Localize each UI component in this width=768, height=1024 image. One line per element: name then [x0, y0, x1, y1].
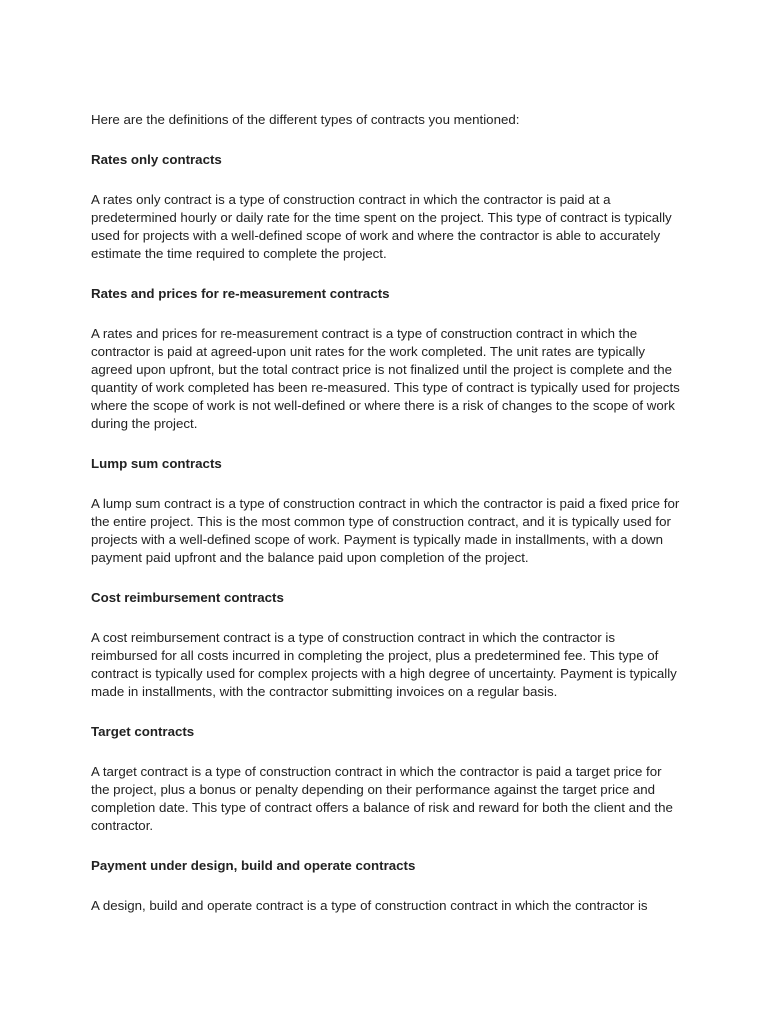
section-heading: Rates only contracts: [91, 152, 222, 167]
section-design-build-operate: [91, 857, 681, 915]
intro-paragraph: Here are the definitions of the different types of contracts you mentioned:: [91, 112, 520, 127]
section-body: A lump sum contract is a type of construction contract in which the contractor is paid a fixed price for the entire project. This is the most common type of construction contract, and it is typically used for projects with a well-defined scope of work. Payment is typically made in installments, with a down payment paid upfront and the balance paid upon completion of the project.: [91, 496, 680, 565]
section-body: A rates and prices for re-measurement contract is a type of construction contract in which the contractor is paid at agreed-upon unit rates for the work completed. The unit rates are typically agreed upon upfront, but the total contract price is not finalized until the project is complete and the quantity of work completed has been re-measured. This type of contract is typically used for projects where the scope of work is not well-defined or where there is a risk of changes to the scope of work during the project.: [91, 326, 680, 431]
section-rates-and-prices: [91, 285, 681, 433]
section-heading: Cost reimbursement contracts: [91, 590, 284, 605]
document-page: [91, 111, 681, 937]
section-heading: Lump sum contracts: [91, 456, 222, 471]
section-body: A target contract is a type of construction contract in which the contractor is paid a target price for the project, plus a bonus or penalty depending on their performance against the target price and completion date. This type of contract offers a balance of risk and reward for both the client and the contractor.: [91, 764, 673, 833]
section-body: A cost reimbursement contract is a type of construction contract in which the contractor is reimbursed for all costs incurred in completing the project, plus a predetermined fee. This type of contract is typically used for complex projects with a high degree of uncertainty. Payment is typically made in installments, with the contractor submitting invoices on a regular basis.: [91, 630, 677, 699]
section-heading: Target contracts: [91, 724, 195, 739]
section-cost-reimbursement: [91, 589, 681, 701]
section-heading: Payment under design, build and operate contracts: [91, 858, 416, 873]
section-rates-only: [91, 151, 681, 263]
section-body: A design, build and operate contract is a type of construction contract in which the contractor is: [91, 898, 648, 913]
section-heading: Rates and prices for re-measurement contracts: [91, 286, 390, 301]
section-body: A rates only contract is a type of construction contract in which the contractor is paid at a predetermined hourly or daily rate for the time spent on the project. This type of contract is typically used for projects with a well-defined scope of work and where the contractor is able to accurately estimate the time required to complete the project.: [91, 192, 672, 261]
section-lump-sum: [91, 455, 681, 567]
section-target: [91, 723, 681, 835]
